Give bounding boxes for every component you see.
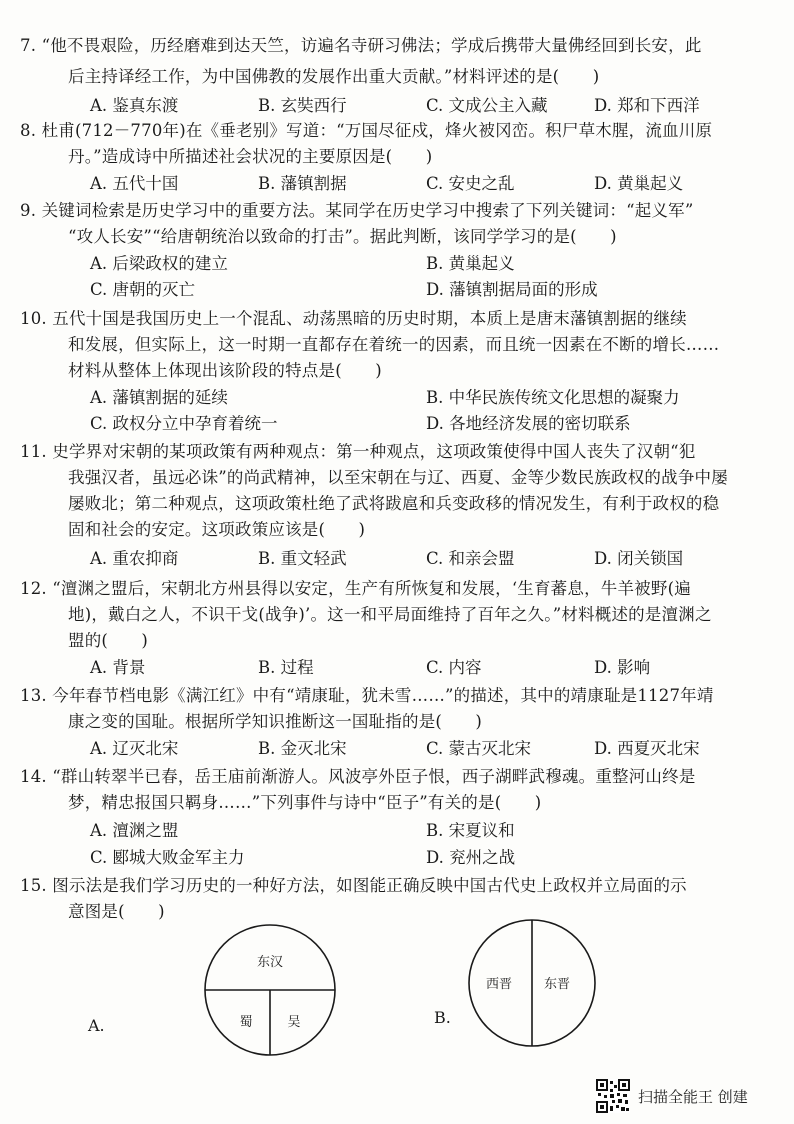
scanner-watermark (596, 1078, 786, 1114)
question-stem-line: “攻人长安”“给唐朝统治以致命的打击”。据此判断，该同学学习的是( ) (68, 227, 617, 246)
diagram-b-letter: B. (434, 1008, 451, 1027)
option-a: A. 藩镇割据的延续 (90, 388, 228, 407)
question-stem-line: 8. 杜甫(712－770年)在《垂老别》写道：“万国尽征戍，烽火被冈峦。积尸草木腥，流血川原 (20, 121, 713, 140)
option-a: A. 背景 (90, 658, 146, 677)
option-c: C. 安史之乱 (426, 174, 515, 193)
option-d: D. 闭关锁国 (594, 549, 684, 568)
question-stem-line: 地)，戴白之人，不识干戈(战争)’。这一和平局面维持了百年之久。”材料概述的是澶渊之 (68, 605, 712, 624)
option-c: C. 内容 (426, 658, 482, 677)
diagram-b-label-left: 西晋 (485, 977, 513, 992)
question-stem-line: 后主持译经工作，为中国佛教的发展作出重大贡献。”材料评述的是( ) (68, 67, 600, 86)
option-c: C. 和亲会盟 (426, 549, 515, 568)
diagram-a-label-bottom-left: 蜀 (239, 1015, 253, 1030)
question-stem-line: 固和社会的安定。这项政策应该是( ) (68, 520, 366, 539)
option-b: B. 藩镇割据 (258, 174, 347, 193)
option-d: D. 兖州之战 (426, 848, 516, 867)
option-b: B. 重文轻武 (258, 549, 347, 568)
option-c: C. 文成公主入藏 (426, 96, 548, 115)
option-a: A. 五代十国 (90, 174, 179, 193)
option-c: C. 政权分立中孕育着统一 (90, 414, 278, 433)
question-stem-line: 9. 关键词检索是历史学习中的重要方法。某同学在历史学习中搜索了下列关键词：“起义军” (20, 201, 694, 220)
option-b: B. 黄巢起义 (426, 254, 515, 273)
option-c: C. 唐朝的灭亡 (90, 280, 196, 299)
diagram-a-label-top: 东汉 (256, 955, 284, 970)
option-c: C. 蒙古灭北宋 (426, 739, 532, 758)
option-d: D. 藩镇割据局面的形成 (426, 280, 598, 299)
question-stem-line: 13. 今年春节档电影《满江红》中有“靖康耻，犹未雪……”的描述，其中的靖康耻是1127年靖 (20, 686, 714, 705)
question-stem-line: 材料从整体上体现出该阶段的特点是( ) (68, 361, 382, 380)
question-stem-line: 盟的( ) (68, 631, 149, 650)
option-a: A. 重农抑商 (90, 549, 179, 568)
question-stem-line: 12. “澶渊之盟后，宋朝北方州县得以安定，生产有所恢复和发展，‘生育蕃息，牛羊被野(遍 (20, 579, 691, 598)
question-stem-line: 意图是( ) (68, 902, 165, 921)
watermark-text: 扫描全能王 创建 (638, 1087, 748, 1106)
option-b: B. 中华民族传统文化思想的凝聚力 (426, 388, 680, 407)
diagram-a-letter: A. (88, 1016, 105, 1035)
option-d: D. 各地经济发展的密切联系 (426, 414, 631, 433)
diagram-a (88, 928, 338, 1068)
question-stem-line: 11. 史学界对宋朝的某项政策有两种观点：第一种观点，这项政策使得中国人丧失了汉朝“犯 (20, 442, 696, 461)
question-stem-line: 康之变的国耻。根据所学知识推断这一国耻指的是( ) (68, 712, 483, 731)
qr-code-icon (596, 1079, 630, 1113)
diagram-a-label-bottom-right: 吴 (287, 1015, 301, 1030)
question-stem-line: 我强汉者，虽远必诛”的尚武精神，以至宋朝在与辽、西夏、金等少数民族政权的战争中屡 (68, 468, 728, 487)
option-d: D. 郑和下西洋 (594, 96, 700, 115)
option-a: A. 辽灭北宋 (90, 739, 179, 758)
option-d: D. 影响 (594, 658, 651, 677)
option-b: B. 宋夏议和 (426, 821, 515, 840)
option-b: B. 玄奘西行 (258, 96, 347, 115)
diagram-b-svg (434, 920, 624, 1050)
question-stem-line: 15. 图示法是我们学习历史的一种好方法，如图能正确反映中国古代史上政权并立局面的示 (20, 876, 687, 895)
question-stem-line: 14. “群山转翠半已春，岳王庙前渐游人。风波亭外臣子恨，西子湖畔武穆魂。重整河山终是 (20, 767, 696, 786)
question-stem-line: 7. “他不畏艰险，历经磨难到达天竺，访遍名寺研习佛法；学成后携带大量佛经回到长安，此 (20, 36, 702, 55)
option-d: D. 黄巢起义 (594, 174, 684, 193)
question-stem-line: 和发展，但实际上，这一时期一直都存在着统一的因素，而且统一因素在不断的增长…… (68, 335, 720, 354)
question-stem-line: 丹。”造成诗中所描述社会状况的主要原因是( ) (68, 147, 433, 166)
option-b: B. 过程 (258, 658, 314, 677)
question-stem-line: 屡败北；第二种观点，这项政策杜绝了武将跋扈和兵变政移的情况发生，有利于政权的稳 (68, 494, 720, 513)
option-a: A. 澶渊之盟 (90, 821, 179, 840)
diagram-b (434, 920, 624, 1050)
option-c: C. 郾城大败金军主力 (90, 848, 245, 867)
question-stem-line: 10. 五代十国是我国历史上一个混乱、动荡黑暗的历史时期，本质上是唐末藩镇割据的继续 (20, 309, 687, 328)
option-a: A. 鉴真东渡 (90, 96, 179, 115)
option-b: B. 金灭北宋 (258, 739, 347, 758)
question-stem-line: 梦，精忠报国只羁身……”下列事件与诗中“臣子”有关的是( ) (68, 793, 542, 812)
option-a: A. 后梁政权的建立 (90, 254, 228, 273)
option-d: D. 西夏灭北宋 (594, 739, 700, 758)
diagram-b-label-right: 东晋 (543, 977, 571, 992)
diagram-a-svg (88, 928, 338, 1068)
